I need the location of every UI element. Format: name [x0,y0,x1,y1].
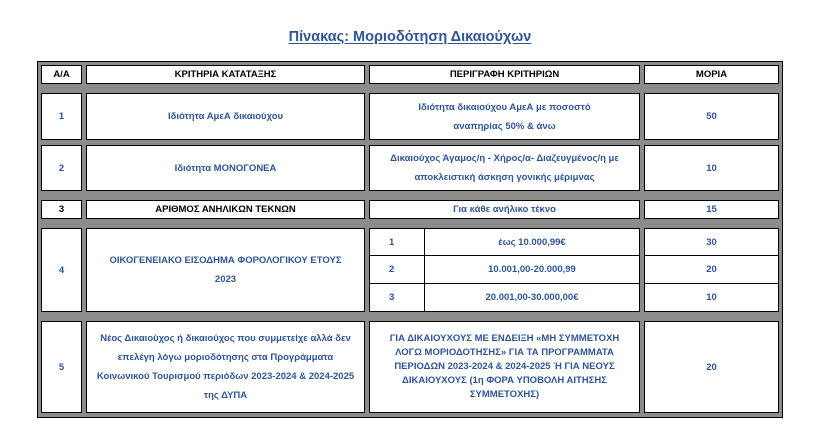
row-1-points: 50 [644,93,779,140]
header-criteria: ΚΡΙΤΗΡΙΑ ΚΑΤΑΤΑΞΗΣ [86,65,365,84]
row-4-number: 4 [41,228,82,312]
header-description: ΠΕΡΙΓΡΑΦΗ ΚΡΙΤΗΡΙΩΝ [369,65,640,84]
header-points: ΜΟΡΙΑ [644,65,779,84]
bracket-1-range: έως 10.000,99€ [498,236,566,248]
row-5-points: 20 [644,321,779,413]
row-1-description: Ιδιότητα δικαιούχου ΑμεΑ με ποσοστό αναπηρίας 50% & άνω [369,93,640,140]
bracket-1-index: 1 [389,236,395,248]
row-5-description: ΓΙΑ ΔΙΚΑΙΟΥΧΟΥΣ ΜΕ ΕΝΔΕΙΞΗ «ΜΗ ΣΥΜΜΕΤΟΧΗ ΛΟΓΩ ΜΟΡΙΟΔΟΤΗΣΗΣ» ΓΙΑ ΤΑ ΠΡΟΓΡΑΜΜΑΤΑ ΠΕΡΙΟΔΩΝ 2023-2024 & 2024-2025 Ή ΓΙΑ ΝΕΟΥΣ ΔΙΚΑΙΟΥΧΟΥΣ (1η ΦΟΡΑ ΥΠΟΒΟΛΗ ΑΙΤΗΣΗΣ ΣΥΜΜΕΤΟΧΗΣ) [369,321,640,413]
bracket-3-points: 10 [706,292,717,303]
bracket-1-points: 30 [706,236,717,248]
bracket-3-range: 20.001,00-30.000,00€ [485,292,579,303]
row-2-criterion: Ιδιότητα ΜΟΝΟΓΟΝΕΑ [86,145,365,191]
page-title: Πίνακας: Μοριοδότηση Δικαιούχων [288,29,532,45]
row-4-criterion: ΟΙΚΟΓΕΝΕΙΑΚΟ ΕΙΣΟΔΗΜΑ ΦΟΡΟΛΟΓΙΚΟΥ ΕΤΟΥΣ 2023 [86,228,365,312]
row-2-number: 2 [41,145,82,191]
row-3-number: 3 [41,200,82,219]
row-5-number: 5 [41,321,82,413]
bracket-3-index: 3 [389,292,395,303]
row-1-criterion: Ιδιότητα ΑμεΑ δικαιούχου [86,93,365,140]
row-1-number: 1 [41,93,82,140]
row-3-description: Για κάθε ανήλικο τέκνο [369,200,640,219]
row-3-points: 15 [644,200,779,219]
bracket-2-index: 2 [389,264,395,275]
row-2-points: 10 [644,145,779,191]
row-2-description: Δικαιούχος Άγαμος/η - Χήρος/α- Διαζευγμένος/η με αποκλειστική άσκηση γονικής μέριμνας [369,145,640,191]
row-3-criterion: ΑΡΙΘΜΟΣ ΑΝΗΛΙΚΩΝ ΤΕΚΝΩΝ [86,200,365,219]
row-5-criterion: Νέος Δικαιούχος ή δικαιούχος που συμμετείχε αλλά δεν επελέγη λόγω μοριοδότησης στα Προγράμματα Κοινωνικού Τουρισμού περιόδων 2023-2024 & 2024-2025 της ΔΥΠΑ [86,321,365,413]
bracket-2-points: 20 [706,264,717,275]
bracket-2-range: 10.001,00-20.000,99 [488,264,576,275]
header-aa: Α/Α [41,65,82,84]
